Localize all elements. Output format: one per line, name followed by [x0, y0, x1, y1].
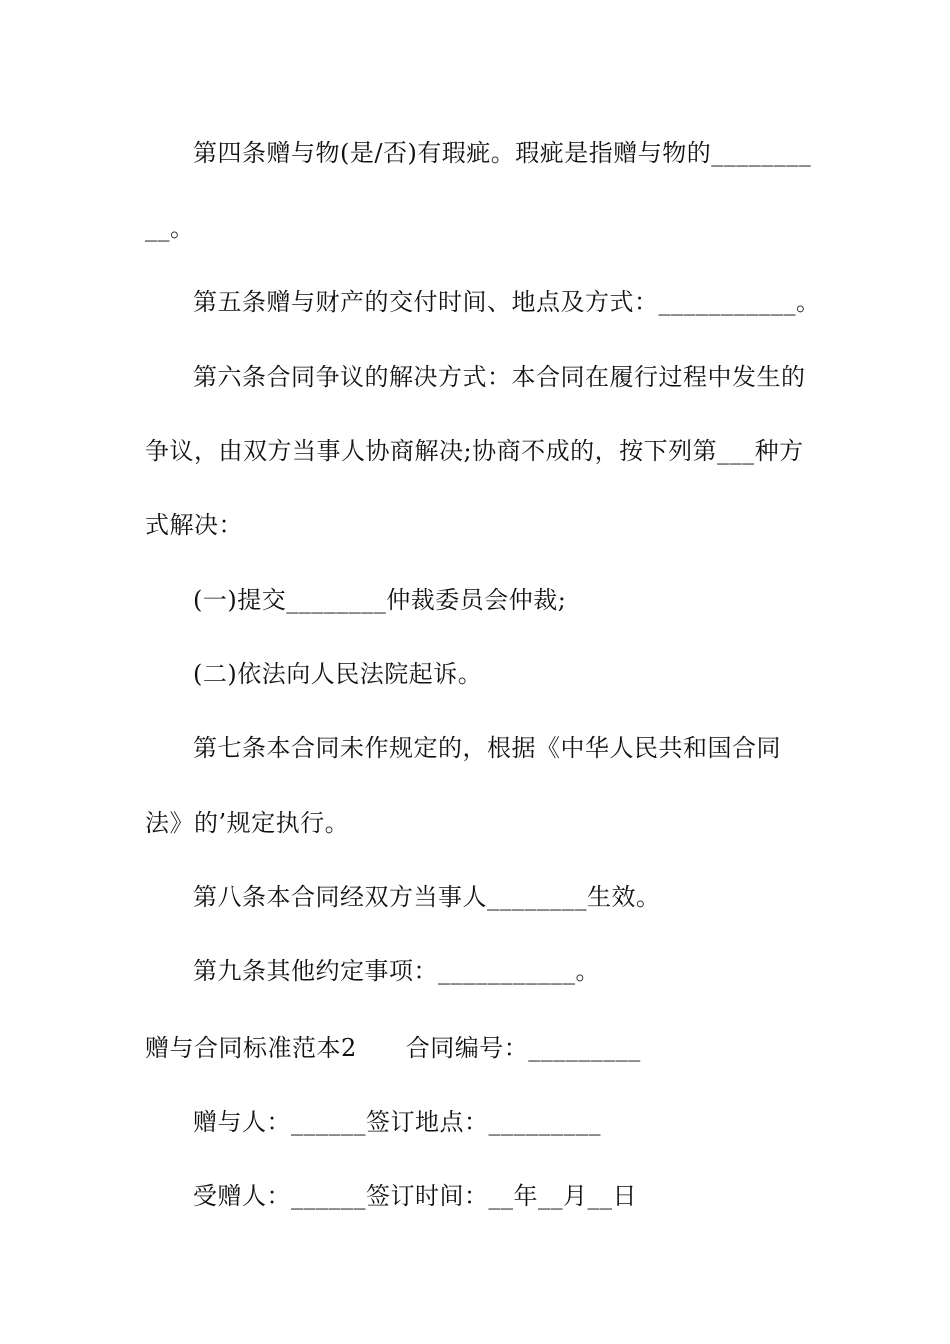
article-6-line-3: 式解决： — [145, 511, 243, 539]
article-6-line-1: 第六条合同争议的解决方式：本合同在履行过程中发生的 — [193, 363, 806, 391]
donor-line: 赠与人：______签订地点：_________ — [193, 1108, 601, 1136]
article-7-line-2: 法》的’规定执行。 — [145, 809, 350, 837]
article-4-line-1: 第四条赠与物(是/否)有瑕疵。瑕疵是指赠与物的________ — [193, 139, 812, 167]
article-6-line-2: 争议，由双方当事人协商解决;协商不成的，按下列第___种方 — [145, 437, 804, 465]
donee-line: 受赠人：______签订时间：__年__月__日 — [193, 1182, 637, 1210]
option-2-line: (二)依法向人民法院起诉。 — [193, 660, 483, 688]
article-7-line-1: 第七条本合同未作规定的，根据《中华人民共和国合同 — [193, 734, 781, 762]
article-8-line: 第八条本合同经双方当事人________生效。 — [193, 883, 661, 911]
option-1-line: (一)提交________仲裁委员会仲裁; — [193, 586, 567, 614]
article-9-line: 第九条其他约定事项：___________。 — [193, 957, 600, 985]
article-5-line: 第五条赠与财产的交付时间、地点及方式：___________。 — [193, 288, 821, 316]
template-2-heading: 赠与合同标准范本2 合同编号：_________ — [145, 1034, 641, 1062]
article-4-line-2: __。 — [145, 214, 195, 242]
